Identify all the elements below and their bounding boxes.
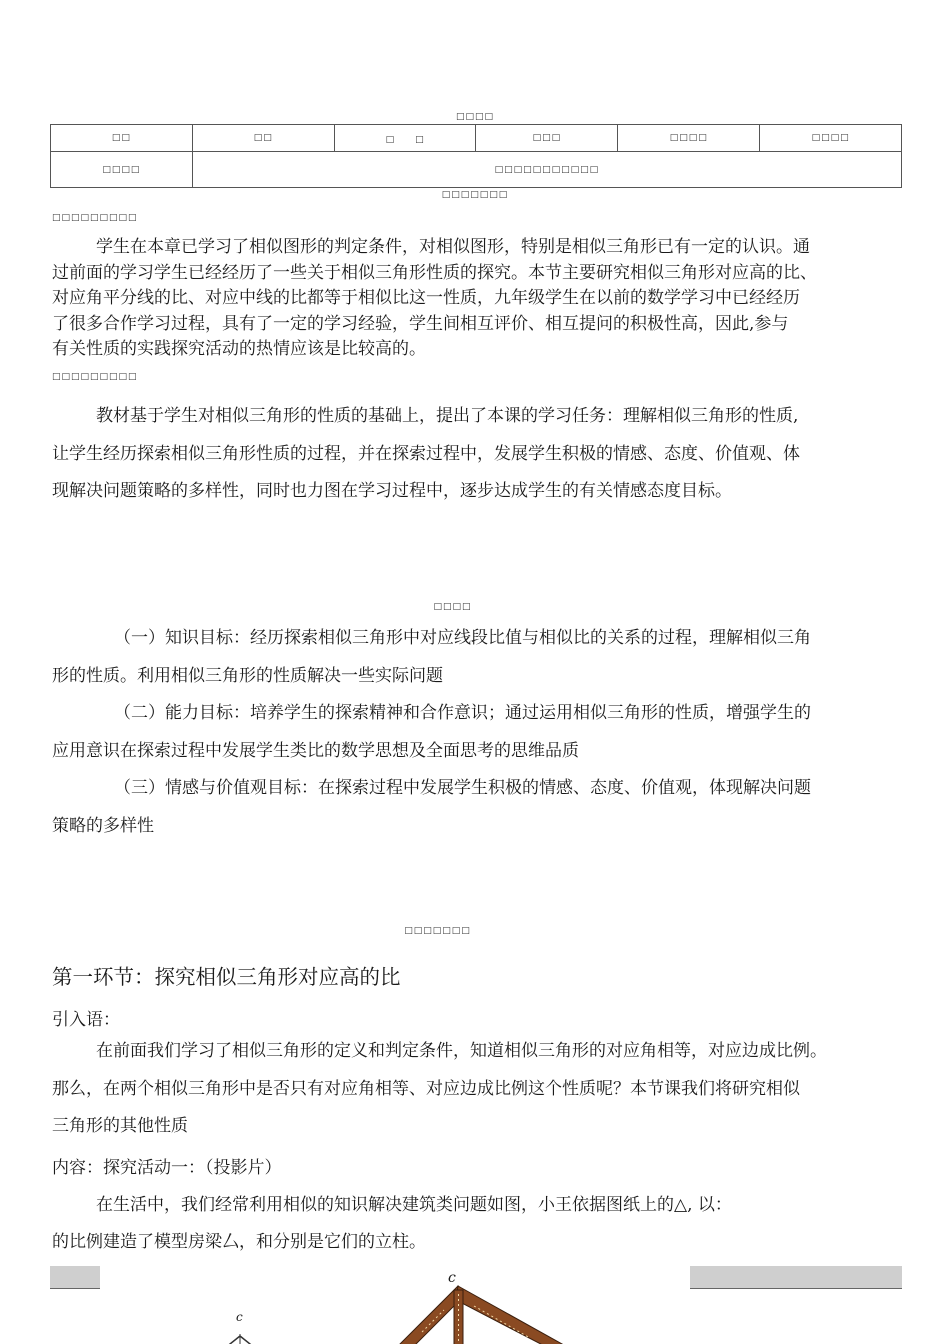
intro-label: 引入语： xyxy=(52,1010,120,1030)
label-big-c: c xyxy=(448,1270,456,1286)
label-small-c: c xyxy=(236,1310,243,1324)
text-line: 学生在本章已学习了相似图形的判定条件，对相似图形，特别是相似三角形已有一定的认识。通 xyxy=(96,237,810,257)
text-line: （一）知识目标：经历探索相似三角形中对应线段比值与相似比的关系的过程，理解相似三角 xyxy=(114,628,811,648)
table-footer: □□□□□□□ xyxy=(441,190,509,200)
text-line: 对应角平分线的比、对应中线的比都等于相似比这一性质，九年级学生在以前的数学学习中已经经历 xyxy=(52,288,800,308)
text-line: 让学生经历探索相似三角形性质的过程，并在探索过程中，发展学生积极的情感、态度、价值观、体 xyxy=(52,443,800,464)
text-line: （三）情感与价值观目标：在探索过程中发展学生积极的情感、态度、价值观，体现解决问题 xyxy=(114,778,811,798)
student-analysis-paragraph xyxy=(52,235,922,363)
text-line: 有关性质的实践探究活动的热情应该是比较高的。 xyxy=(52,339,426,359)
text-line: 现解决问题策略的多样性，同时也力图在学习过程中，逐步达成学生的有关情感态度目标。 xyxy=(52,481,732,501)
large-beam-frame xyxy=(390,1286,580,1344)
section-title-textbook-analysis: □□□□□□□□□ xyxy=(52,372,138,382)
section-title-student-analysis: □□□□□□□□□ xyxy=(52,213,138,223)
table-cell: □□□ xyxy=(476,125,618,152)
table-caption: □□□□ xyxy=(455,112,494,122)
table-cell: □□ xyxy=(51,125,193,152)
table-cell: □□□□ xyxy=(51,152,193,188)
intro-paragraph xyxy=(52,1033,932,1146)
table-cell: □ □ xyxy=(334,125,476,152)
goals-paragraph xyxy=(52,620,922,845)
text-line: 在前面我们学习了相似三角形的定义和判定条件，知道相似三角形的对应角相等，对应边成比例。 xyxy=(96,1041,827,1061)
text-line: 过前面的学习学生已经经历了一些关于相似三角形性质的探究。本节主要研究相似三角形对应高的比、 xyxy=(52,262,817,283)
text-line: 三角形的其他性质 xyxy=(52,1116,188,1136)
roof-beam-figure xyxy=(50,1264,902,1344)
table-cell: □□ xyxy=(192,125,334,152)
text-line: （二）能力目标：培养学生的探索精神和合作意识；通过运用相似三角形的性质，增强学生的 xyxy=(114,703,811,723)
left-rafter xyxy=(390,1286,460,1344)
lesson-info-table xyxy=(50,124,902,188)
small-beam-model xyxy=(215,1334,265,1344)
textbook-analysis-paragraph xyxy=(52,398,922,511)
text-line: 策略的多样性 xyxy=(52,815,154,836)
activity-line-1: 在生活中，我们经常利用相似的知识解决建筑类问题如图，小王依据图纸上的△, 以： xyxy=(96,1195,732,1215)
table-cell: □□□□ xyxy=(760,125,902,152)
step1-heading: 第一环节：探究相似三角形对应高的比 xyxy=(52,965,401,989)
text-line: 教材基于学生对相似三角形的性质的基础上，提出了本课的学习任务：理解相似三角形的性质, xyxy=(96,406,799,426)
roof-beam-drawing xyxy=(50,1264,902,1344)
table-cell: □□□□ xyxy=(618,125,760,152)
content-label: 内容：探究活动一：（投影片） xyxy=(52,1158,282,1178)
table-cell: □□□□□□□□□□□ xyxy=(192,152,901,188)
text-line: 那么，在两个相似三角形中是否只有对应角相等、对应边成比例这个性质呢？本节课我们将研究相似 xyxy=(52,1078,800,1099)
text-line: 应用意识在探索过程中发展学生类比的数学思想及全面思考的思维品质 xyxy=(52,740,579,761)
right-rafter xyxy=(456,1286,580,1344)
section-title-process: □□□□□□□ xyxy=(404,926,471,936)
text-line: 形的性质。利用相似三角形的性质解决一些实际问题 xyxy=(52,665,443,686)
section-title-goals: □□□□ xyxy=(433,602,472,612)
activity-line-2: 的比例建造了模型房梁厶，和分别是它们的立柱。 xyxy=(52,1232,426,1252)
text-line: 了很多合作学习过程，具有了一定的学习经验，学生间相互评价、相互提问的积极性高，因此,参与 xyxy=(52,313,789,334)
